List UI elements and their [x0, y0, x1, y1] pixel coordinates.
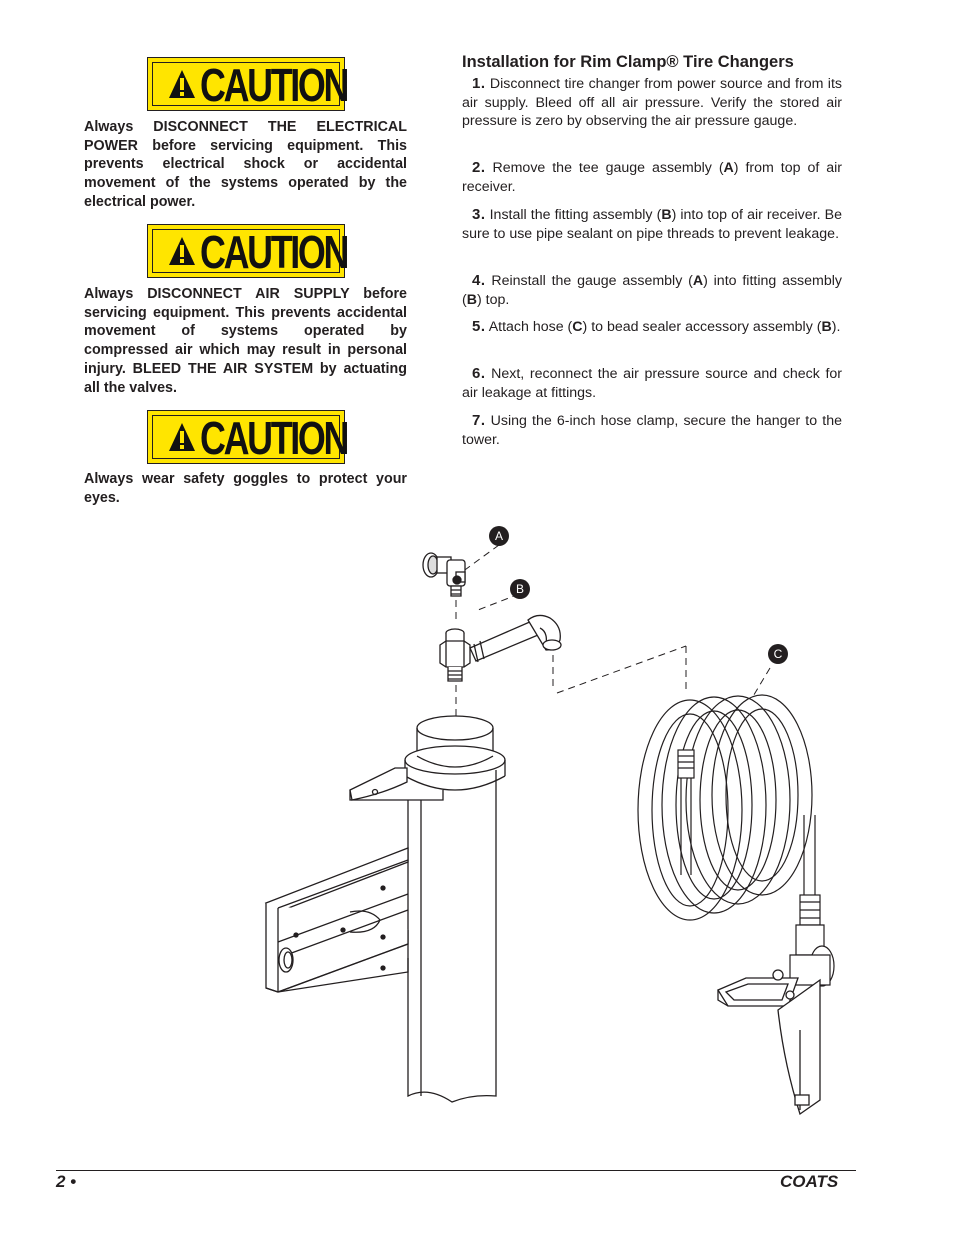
step-number: 1. — [472, 75, 486, 92]
step-number: 3. — [472, 206, 486, 223]
part-letter: A — [723, 160, 734, 176]
page-number: 2 • — [56, 1172, 77, 1191]
callout-a: A — [489, 526, 509, 546]
part-letter: B — [466, 291, 477, 308]
step-4: 4. Reinstall the gauge assembly (A) into fitting assembly (B) top. — [462, 272, 842, 308]
part-letter: B — [661, 207, 672, 223]
step-7: 7. Using the 6-inch hose clamp, secure the hanger to the tower. — [462, 412, 842, 448]
part-letter: A — [692, 273, 704, 289]
fitting-assembly-b — [440, 615, 561, 681]
step-2: 2. Remove the tee gauge assembly (A) from top of air receiver. — [462, 159, 842, 195]
callout-c: C — [768, 644, 788, 664]
step-number: 2. — [472, 159, 486, 176]
caution-word: CAUTION — [200, 412, 348, 464]
air-receiver-tower — [350, 716, 505, 1102]
bead-sealer-bracket — [718, 970, 820, 1114]
step-1: 1. Disconnect tire changer from power source and from its air supply. Bleed off all air pressure. Verify the stored air pressure is zero by observing the air pressure gauge. — [462, 75, 842, 130]
caution-text-2: Always DISCONNECT AIR SUPPLY before servicing equipment. This prevents accidental movement of systems operated by compressed air which may result in personal injury. BLEED THE AIR SYSTEM by actuating all the valves. — [84, 286, 407, 396]
step-6: 6. Next, reconnect the air pressure source and check for air leakage at fittings. — [462, 365, 843, 401]
part-letter: B — [821, 319, 832, 335]
part-letter: C — [572, 319, 583, 335]
step-number: 7. — [472, 412, 486, 429]
callout-b: B — [510, 579, 530, 599]
step-number: 4. — [472, 272, 486, 289]
hanger-bracket — [266, 848, 408, 992]
step-3: 3. Install the fitting assembly (B) into top of air receiver. Be sure to use pipe sealant on pipe threads to prevent leakage. — [462, 206, 842, 242]
step-5: 5. Attach hose (C) to bead sealer accessory assembly (B). — [472, 318, 841, 335]
caution-word: CAUTION — [200, 59, 348, 111]
footer-rule — [56, 1170, 856, 1171]
caution-text-3: Always wear safety goggles to protect your eyes. — [84, 471, 407, 506]
hose-coil-c — [638, 695, 834, 986]
caution-word: CAUTION — [200, 226, 348, 278]
step-number: 6. — [472, 365, 486, 382]
step-number: 5. — [472, 318, 486, 335]
brand-name: COATS — [780, 1172, 839, 1191]
caution-text-1: Always DISCONNECT THE ELECTRICAL POWER before servicing equipment. This prevents electrical shock or accidental movement of the systems operated by the electrical power. — [84, 119, 407, 210]
section-title: Installation for Rim Clamp® Tire Changers — [462, 53, 794, 71]
gauge-assembly-a — [423, 553, 465, 596]
